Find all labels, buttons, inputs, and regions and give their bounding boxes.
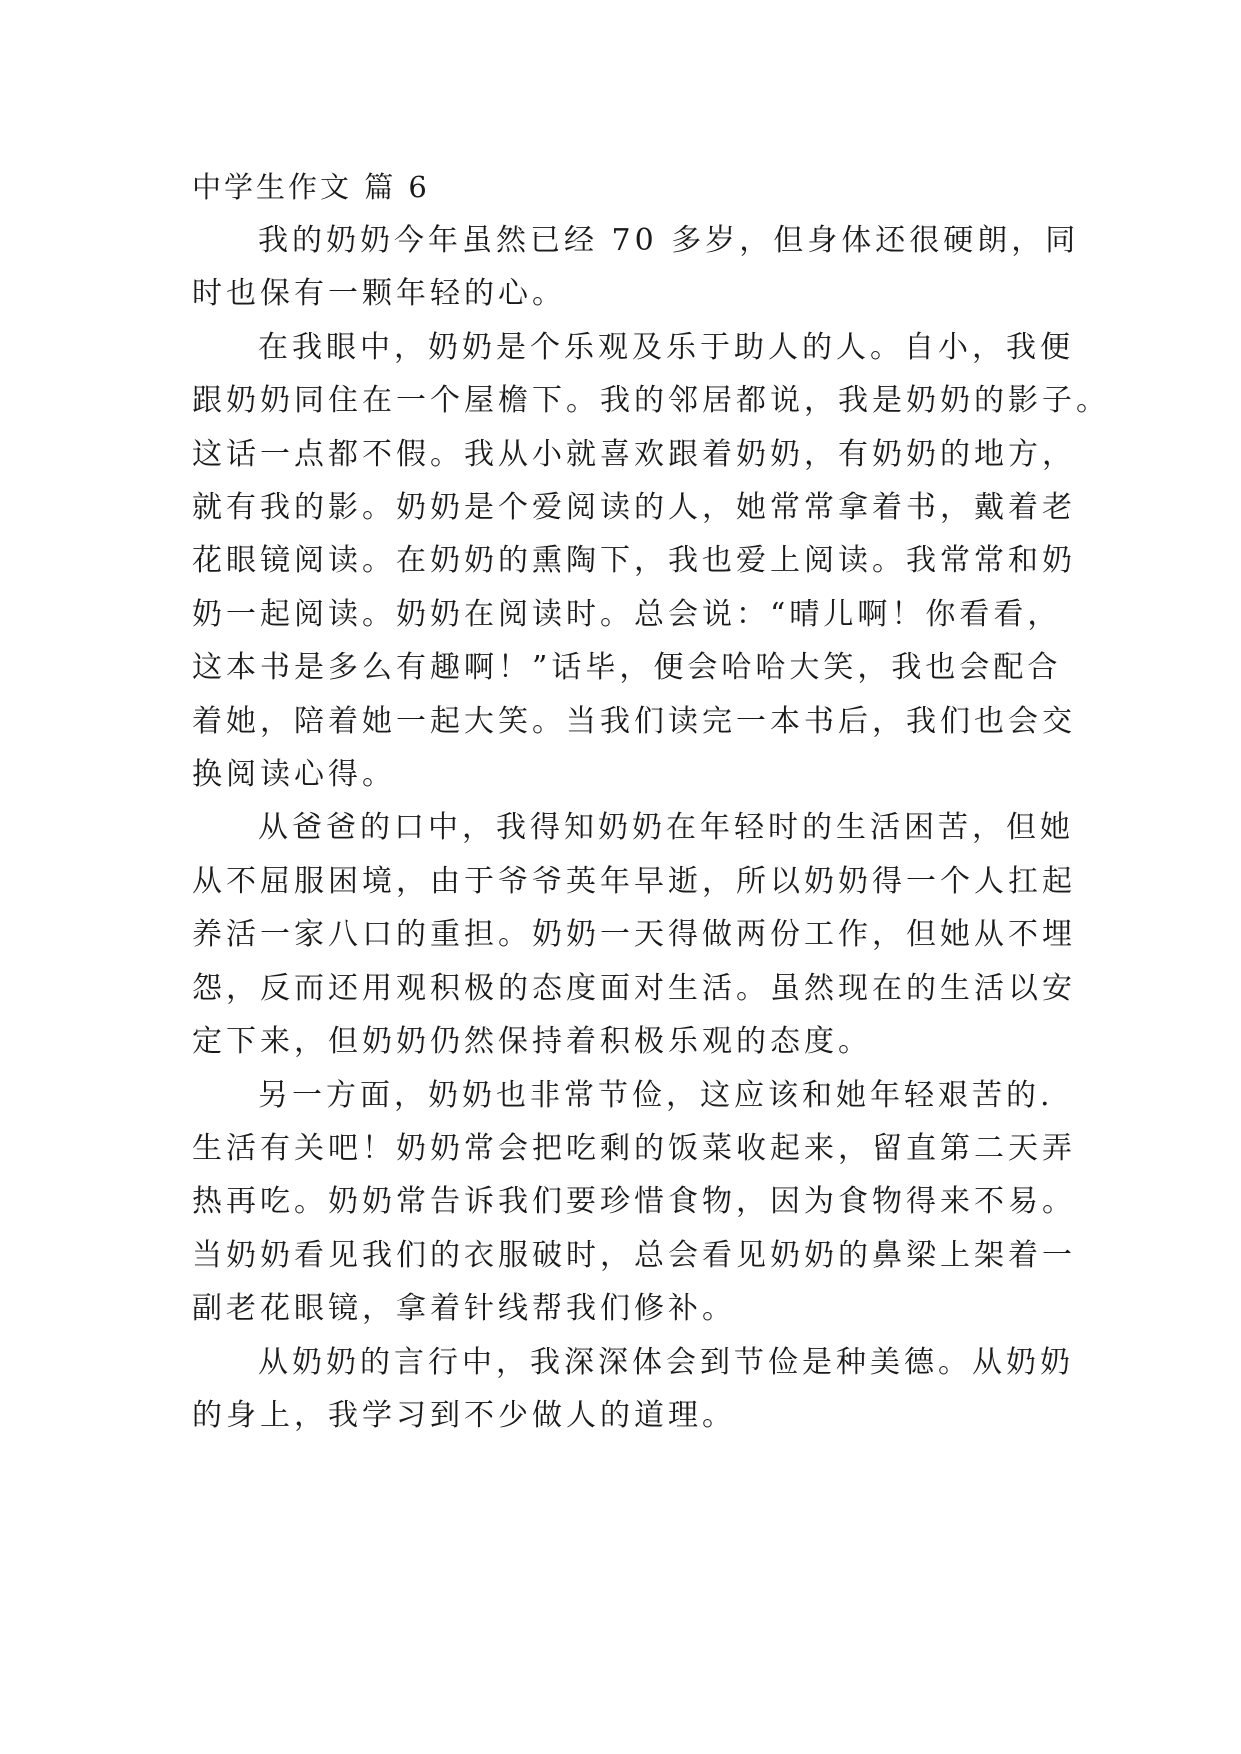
paragraph-line: 时也保有一颗年轻的心。 [192, 276, 566, 312]
essay-title: 中学生作文 篇 6 [192, 170, 430, 204]
paragraph-line: 就有我的影。奶奶是个爱阅读的人，她常常拿着书，戴着老 [192, 490, 1076, 526]
paragraph-line: 另一方面，奶奶也非常节俭，这应该和她年轻艰苦的. [258, 1077, 1054, 1113]
paragraph-line: 当奶奶看见我们的衣服破时，总会看见奶奶的鼻梁上架着一 [192, 1237, 1076, 1273]
paragraph-line: 从不屈服困境，由于爷爷英年早逝，所以奶奶得一个人扛起 [192, 863, 1076, 899]
paragraph-line: 怨，反而还用观积极的态度面对生活。虽然现在的生活以安 [192, 970, 1076, 1006]
paragraph-line: 热再吃。奶奶常告诉我们要珍惜食物，因为食物得来不易。 [192, 1184, 1076, 1220]
paragraph-2 [192, 321, 1110, 802]
paragraph-line: 从爸爸的口中，我得知奶奶在年轻时的生活困苦，但她 [258, 810, 1074, 846]
paragraph-line: 着她，陪着她一起大笑。当我们读完一本书后，我们也会交 [192, 703, 1076, 739]
paragraph-line: 奶一起阅读。奶奶在阅读时。总会说：“晴儿啊！你看看， [192, 596, 1062, 632]
paragraph-line: 这话一点都不假。我从小就喜欢跟着奶奶，有奶奶的地方， [192, 436, 1076, 472]
paragraph-line: 我的奶奶今年虽然已经 70 多岁，但身体还很硬朗，同 [258, 223, 1080, 258]
paragraph-line: 花眼镜阅读。在奶奶的熏陶下，我也爱上阅读。我常常和奶 [192, 543, 1076, 579]
paragraph-1 [192, 214, 1080, 321]
paragraph-line: 生活有关吧！奶奶常会把吃剩的饭菜收起来，留直第二天弄 [192, 1130, 1076, 1166]
essay-body [192, 160, 1110, 1442]
paragraph-line: 跟奶奶同住在一个屋檐下。我的邻居都说，我是奶奶的影子。 [192, 383, 1110, 419]
paragraph-line: 这本书是多么有趣啊！”话毕，便会哈哈大笑，我也会配合 [192, 650, 1062, 686]
paragraph-5 [192, 1336, 1074, 1443]
paragraph-line: 副老花眼镜，拿着针线帮我们修补。 [192, 1291, 736, 1327]
paragraph-line: 定下来，但奶奶仍然保持着积极乐观的态度。 [192, 1024, 872, 1060]
paragraph-3 [192, 801, 1076, 1068]
paragraph-4 [192, 1069, 1076, 1336]
paragraph-line: 换阅读心得。 [192, 757, 396, 793]
paragraph-line: 从奶奶的言行中，我深深体会到节俭是种美德。从奶奶 [258, 1344, 1074, 1380]
paragraph-line: 的身上，我学习到不少做人的道理。 [192, 1397, 736, 1433]
paragraph-line: 养活一家八口的重担。奶奶一天得做两份工作，但她从不埋 [192, 917, 1076, 953]
paragraph-line: 在我眼中，奶奶是个乐观及乐于助人的人。自小，我便 [258, 329, 1074, 365]
